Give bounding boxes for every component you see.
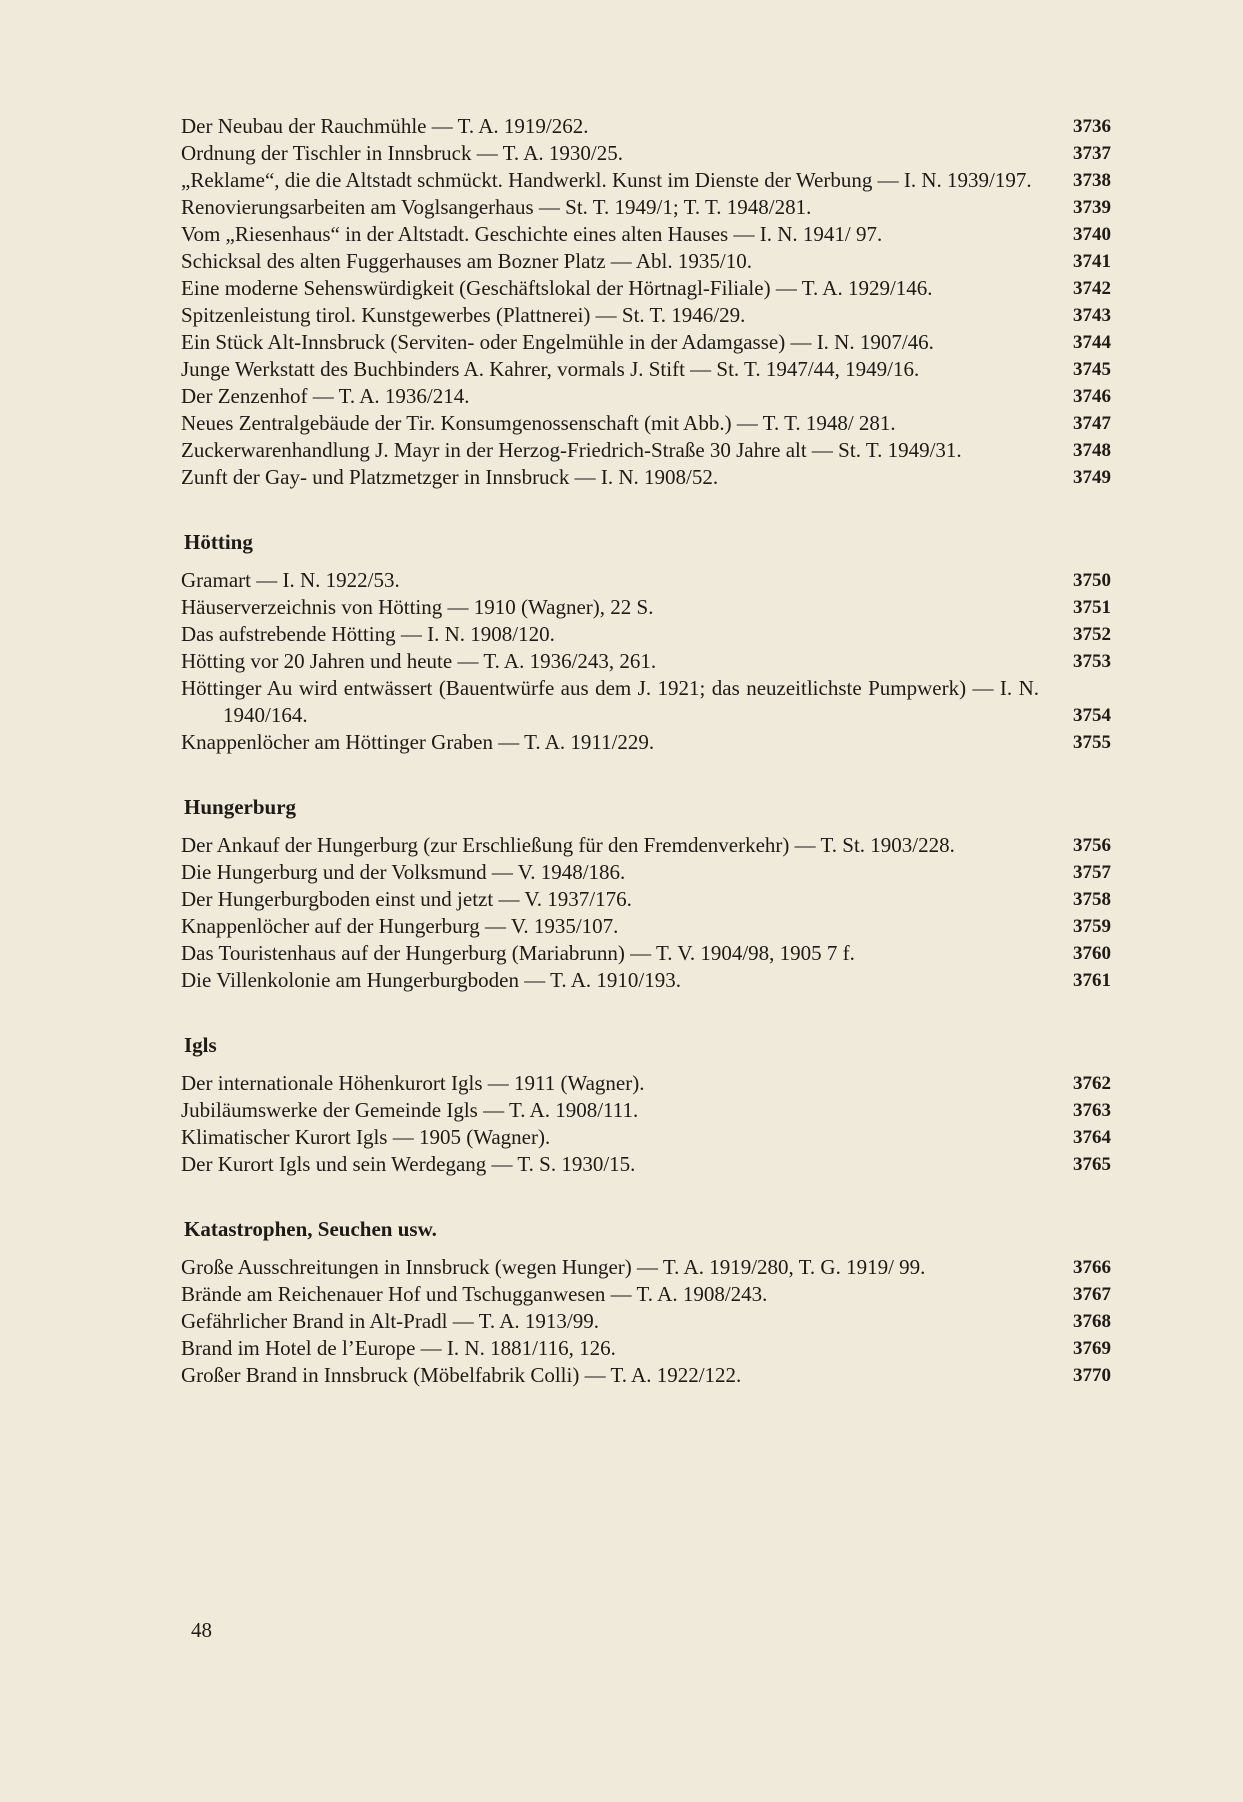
entry-text: Klimatischer Kurort Igls — 1905 (Wagner). [181, 1125, 551, 1149]
entry-text: Die Hungerburg und der Volksmund — V. 1948/186. [181, 860, 626, 884]
entry-text: Großer Brand in Innsbruck (Möbelfabrik Colli) — T. A. 1922/122. [181, 1363, 742, 1387]
bibliography-entry [181, 302, 1111, 329]
entry-text: Der Ankauf der Hungerburg (zur Erschließung für den Fremdenverkehr) — T. St. 1903/228. [181, 833, 955, 857]
bibliography-entry [181, 594, 1111, 621]
entry-text: Höttinger Au wird entwässert (Bauentwürfe aus dem J. 1921; das neuzeitlichste Pumpwerk) — I. N. 1940/164. [181, 676, 1039, 727]
section [181, 1032, 1111, 1178]
entry-text: Knappenlöcher auf der Hungerburg — V. 1935/107. [181, 914, 619, 938]
entry-number: 3767 [1073, 1284, 1111, 1305]
entry-number: 3764 [1073, 1127, 1111, 1148]
entry-text: Junge Werkstatt des Buchbinders A. Kahrer, vormals J. Stift — St. T. 1947/44, 1949/16. [181, 357, 920, 381]
entry-number: 3758 [1073, 889, 1111, 910]
bibliography-entry [181, 886, 1111, 913]
entry-text: Häuserverzeichnis von Hötting — 1910 (Wagner), 22 S. [181, 595, 654, 619]
section-heading: Igls [184, 1033, 217, 1057]
bibliography-entry [181, 329, 1111, 356]
entry-number: 3760 [1073, 943, 1111, 964]
bibliography-entry [181, 1124, 1111, 1151]
section-heading: Hungerburg [184, 795, 297, 819]
entry-text: Brand im Hotel de l’Europe — I. N. 1881/116, 126. [181, 1336, 616, 1360]
entry-number: 3768 [1073, 1311, 1111, 1332]
section [181, 529, 1111, 756]
entry-number: 3762 [1073, 1073, 1111, 1094]
bibliography-entry [181, 621, 1111, 648]
page-number: 48 [191, 1618, 212, 1642]
entry-number: 3752 [1073, 624, 1111, 645]
entry-text: Das aufstrebende Hötting — I. N. 1908/120. [181, 622, 555, 646]
bibliography-entry [181, 248, 1111, 275]
entry-text: Brände am Reichenauer Hof und Tschugganwesen — T. A. 1908/243. [181, 1282, 768, 1306]
bibliography-entry [181, 1070, 1111, 1097]
bibliography-entry [181, 437, 1111, 464]
entry-number: 3761 [1073, 970, 1111, 991]
bibliography-entry [181, 167, 1111, 194]
entry-text: Der internationale Höhenkurort Igls — 1911 (Wagner). [181, 1071, 645, 1095]
bibliography-entry [181, 1281, 1111, 1308]
entry-text: Zuckerwarenhandlung J. Mayr in der Herzog-Friedrich-Straße 30 Jahre alt — St. T. 1949/31. [181, 438, 962, 462]
entry-number: 3740 [1073, 224, 1111, 245]
entry-number: 3753 [1073, 651, 1111, 672]
entry-text: Das Touristenhaus auf der Hungerburg (Mariabrunn) — T. V. 1904/98, 1905 7 f. [181, 941, 855, 965]
entry-number: 3744 [1073, 332, 1111, 353]
entry-text: Der Kurort Igls und sein Werdegang — T. S. 1930/15. [181, 1152, 636, 1176]
entry-number: 3765 [1073, 1154, 1111, 1175]
entry-text: Eine moderne Sehenswürdigkeit (Geschäftslokal der Hörtnagl-Filiale) — T. A. 1929/146. [181, 276, 933, 300]
entry-text: Der Neubau der Rauchmühle — T. A. 1919/262. [181, 114, 589, 138]
bibliography-entry [181, 275, 1111, 302]
section [181, 794, 1111, 994]
entry-number: 3751 [1073, 597, 1111, 618]
entry-number: 3766 [1073, 1257, 1111, 1278]
entry-number: 3757 [1073, 862, 1111, 883]
bibliography-entry [181, 1151, 1111, 1178]
bibliography-entry [181, 1362, 1111, 1389]
entry-number: 3770 [1073, 1365, 1111, 1386]
entry-number: 3756 [1073, 835, 1111, 856]
bibliography-entry [181, 729, 1111, 756]
bibliography-entry [181, 1335, 1111, 1362]
bibliography-entry [181, 113, 1111, 140]
entry-text: Der Zenzenhof — T. A. 1936/214. [181, 384, 470, 408]
bibliography-entry [181, 913, 1111, 940]
entry-number: 3759 [1073, 916, 1111, 937]
entry-number: 3736 [1073, 116, 1111, 137]
entry-number: 3746 [1073, 386, 1111, 407]
bibliography-entry [181, 940, 1111, 967]
entry-number: 3763 [1073, 1100, 1111, 1121]
entry-text: Zunft der Gay- und Platzmetzger in Innsbruck — I. N. 1908/52. [181, 465, 719, 489]
bibliography-entry [181, 675, 1111, 729]
entry-text: Vom „Riesenhaus“ in der Altstadt. Geschichte eines alten Hauses — I. N. 1941/ 97. [181, 222, 883, 246]
entry-text: Der Hungerburgboden einst und jetzt — V. 1937/176. [181, 887, 632, 911]
bibliography-entry [181, 410, 1111, 437]
entry-number: 3745 [1073, 359, 1111, 380]
section-heading: Hötting [184, 530, 253, 554]
entry-number: 3748 [1073, 440, 1111, 461]
entry-text: Hötting vor 20 Jahren und heute — T. A. 1936/243, 261. [181, 649, 657, 673]
section [181, 113, 1111, 491]
entry-number: 3750 [1073, 570, 1111, 591]
bibliography-entry [181, 967, 1111, 994]
entry-text: Ein Stück Alt-Innsbruck (Serviten- oder Engelmühle in der Adamgasse) — I. N. 1907/46. [181, 330, 934, 354]
entry-number: 3754 [1073, 705, 1111, 726]
entry-text: „Reklame“, die die Altstadt schmückt. Handwerkl. Kunst im Dienste der Werbung — I. N. 1939/197. [181, 168, 1032, 192]
bibliography-entry [181, 832, 1111, 859]
entry-number: 3738 [1073, 170, 1111, 191]
entry-text: Gramart — I. N. 1922/53. [181, 568, 400, 592]
entry-number: 3743 [1073, 305, 1111, 326]
entry-text: Knappenlöcher am Höttinger Graben — T. A. 1911/229. [181, 730, 655, 754]
entry-number: 3741 [1073, 251, 1111, 272]
entry-number: 3769 [1073, 1338, 1111, 1359]
entry-text: Jubiläumswerke der Gemeinde Igls — T. A. 1908/111. [181, 1098, 639, 1122]
entry-text: Schicksal des alten Fuggerhauses am Bozner Platz — Abl. 1935/10. [181, 249, 752, 273]
entry-number: 3742 [1073, 278, 1111, 299]
bibliography-entry [181, 1308, 1111, 1335]
entry-number: 3755 [1073, 732, 1111, 753]
bibliography-entry [181, 356, 1111, 383]
entry-text: Große Ausschreitungen in Innsbruck (wegen Hunger) — T. A. 1919/280, T. G. 1919/ 99. [181, 1255, 926, 1279]
bibliography-entry [181, 464, 1111, 491]
bibliography-entry [181, 221, 1111, 248]
section [181, 1216, 1111, 1389]
entry-text: Ordnung der Tischler in Innsbruck — T. A. 1930/25. [181, 141, 623, 165]
bibliography-list [181, 113, 1111, 1389]
bibliography-entry [181, 1097, 1111, 1124]
entry-text: Spitzenleistung tirol. Kunstgewerbes (Plattnerei) — St. T. 1946/29. [181, 303, 746, 327]
bibliography-entry [181, 194, 1111, 221]
entry-number: 3739 [1073, 197, 1111, 218]
bibliography-entry [181, 140, 1111, 167]
entry-text: Gefährlicher Brand in Alt-Pradl — T. A. 1913/99. [181, 1309, 599, 1333]
entry-number: 3737 [1073, 143, 1111, 164]
section-heading: Katastrophen, Seuchen usw. [184, 1217, 437, 1241]
bibliography-entry [181, 859, 1111, 886]
bibliography-entry [181, 383, 1111, 410]
entry-number: 3749 [1073, 467, 1111, 488]
bibliography-entry [181, 1254, 1111, 1281]
entry-text: Renovierungsarbeiten am Voglsangerhaus — St. T. 1949/1; T. T. 1948/281. [181, 195, 812, 219]
entry-text: Die Villenkolonie am Hungerburgboden — T. A. 1910/193. [181, 968, 681, 992]
bibliography-entry [181, 567, 1111, 594]
entry-text: Neues Zentralgebäude der Tir. Konsumgenossenschaft (mit Abb.) — T. T. 1948/ 281. [181, 411, 896, 435]
entry-number: 3747 [1073, 413, 1111, 434]
bibliography-entry [181, 648, 1111, 675]
